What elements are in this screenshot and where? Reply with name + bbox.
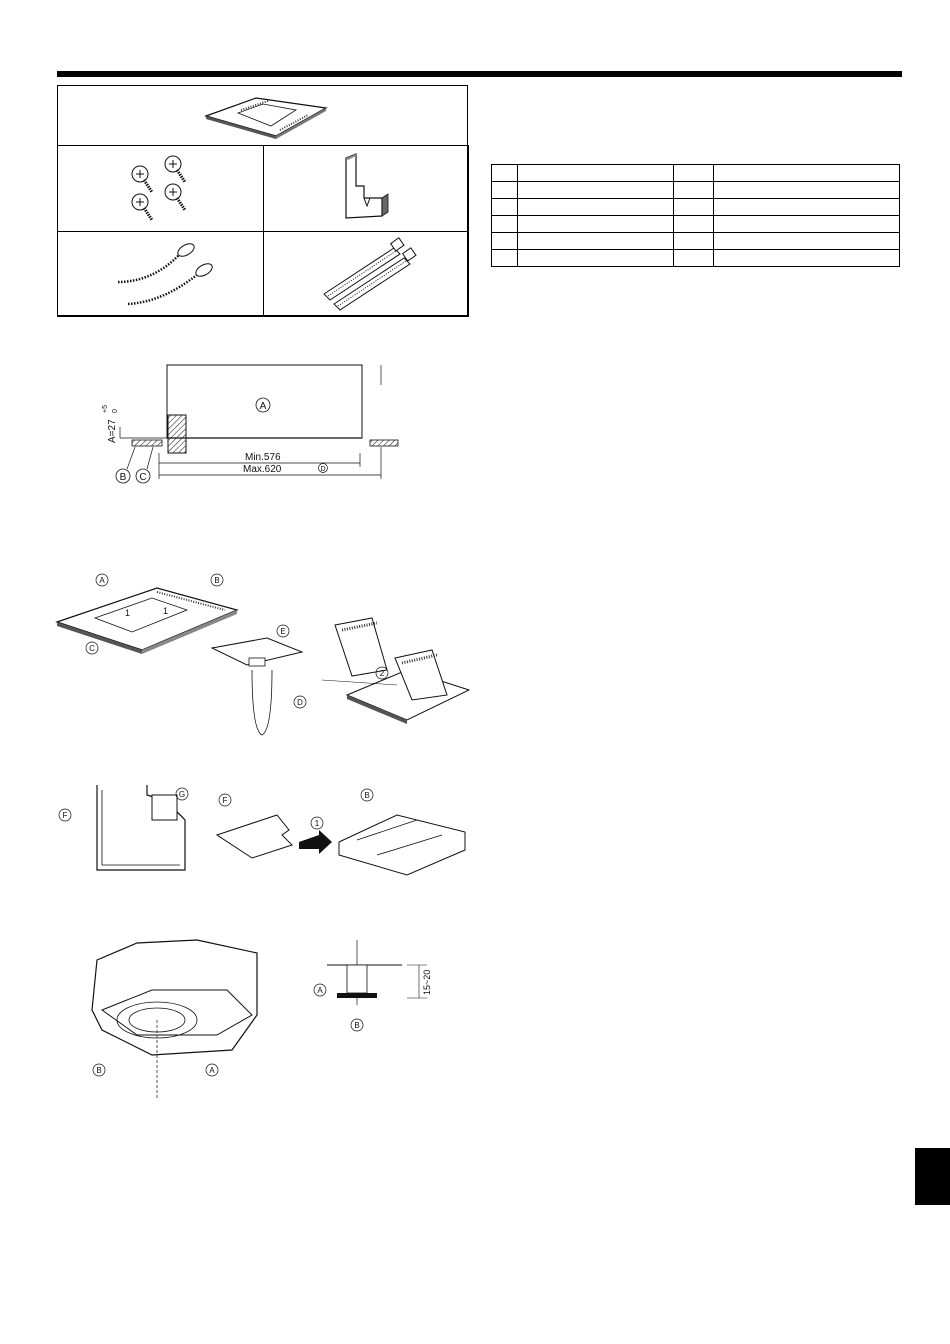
label-a: A — [209, 1066, 215, 1075]
figure-ceiling-opening — [95, 355, 415, 490]
table-cell — [518, 199, 674, 216]
ceiling-opening-drawing — [95, 355, 415, 490]
table-row — [492, 233, 900, 250]
figure-grille-opening — [57, 570, 477, 745]
label-b: B — [119, 472, 127, 483]
edge-tab — [915, 1148, 950, 1205]
table-cell — [518, 250, 674, 267]
header-rule — [57, 71, 902, 77]
spec-table — [491, 164, 900, 267]
table-cell — [518, 165, 674, 182]
height-dimension: A=27 — [107, 419, 118, 443]
label-b: B — [214, 576, 220, 585]
height-tolerance-minus: 0 — [112, 409, 119, 413]
table-row — [492, 165, 900, 182]
detail-label-a: A — [317, 986, 323, 995]
table-cell — [518, 182, 674, 199]
detail-dimension: 15~20 — [422, 969, 432, 995]
label-b: B — [96, 1066, 102, 1075]
label-a: A — [99, 576, 105, 585]
table-cell — [674, 165, 714, 182]
height-tolerance-plus: +5 — [102, 405, 109, 413]
label-g: G — [178, 790, 186, 799]
label-c: C — [139, 472, 147, 483]
table-cell — [674, 182, 714, 199]
detail-label-b: B — [354, 1021, 360, 1030]
table-cell — [674, 233, 714, 250]
label-f-center: F — [222, 796, 228, 805]
grille-opening-drawing — [57, 570, 477, 745]
table-cell — [674, 199, 714, 216]
table-cell — [492, 199, 518, 216]
accessory-cell-screws — [57, 145, 264, 232]
grille-illustration — [58, 86, 469, 147]
suspension-bolt-drawing — [57, 935, 437, 1110]
step-2: 2 — [379, 669, 385, 678]
table-cell — [492, 182, 518, 199]
label-a: A — [259, 401, 267, 412]
accessory-cell-cable-ties — [263, 231, 469, 317]
table-cell — [492, 165, 518, 182]
table-cell — [714, 199, 900, 216]
label-c: C — [89, 644, 95, 653]
table-cell — [714, 250, 900, 267]
accessory-cell-grille — [57, 85, 468, 146]
label-b: B — [364, 791, 370, 800]
cable-ties-illustration — [264, 232, 470, 318]
table-cell — [518, 216, 674, 233]
step-1-right: 1 — [163, 606, 169, 616]
table-row — [492, 199, 900, 216]
table-cell — [714, 182, 900, 199]
accessories-box — [57, 85, 468, 316]
accessory-cell-ball-chains — [57, 231, 264, 317]
screws-illustration — [58, 146, 265, 233]
label-e: E — [280, 627, 286, 636]
max-ref: D — [320, 466, 326, 473]
table-cell — [714, 216, 900, 233]
gauge-illustration — [264, 146, 470, 233]
step-1-left: 1 — [125, 608, 131, 618]
table-cell — [674, 250, 714, 267]
table-row — [492, 182, 900, 199]
accessory-cell-gauge — [263, 145, 469, 232]
ball-chains-illustration — [58, 232, 265, 318]
label-d: D — [297, 698, 303, 707]
figure-corner-cover — [57, 780, 477, 880]
max-dimension: Max.620 — [243, 464, 282, 475]
table-cell — [714, 165, 900, 182]
min-dimension: Min.576 — [245, 452, 281, 463]
table-cell — [492, 250, 518, 267]
table-row — [492, 216, 900, 233]
table-cell — [492, 233, 518, 250]
table-cell — [492, 216, 518, 233]
corner-cover-drawing — [57, 780, 477, 880]
figure-suspension-bolt — [57, 935, 437, 1110]
step-1: 1 — [314, 819, 320, 828]
table-cell — [518, 233, 674, 250]
table-cell — [714, 233, 900, 250]
table-row — [492, 250, 900, 267]
table-cell — [674, 216, 714, 233]
label-f-left: F — [62, 811, 68, 820]
